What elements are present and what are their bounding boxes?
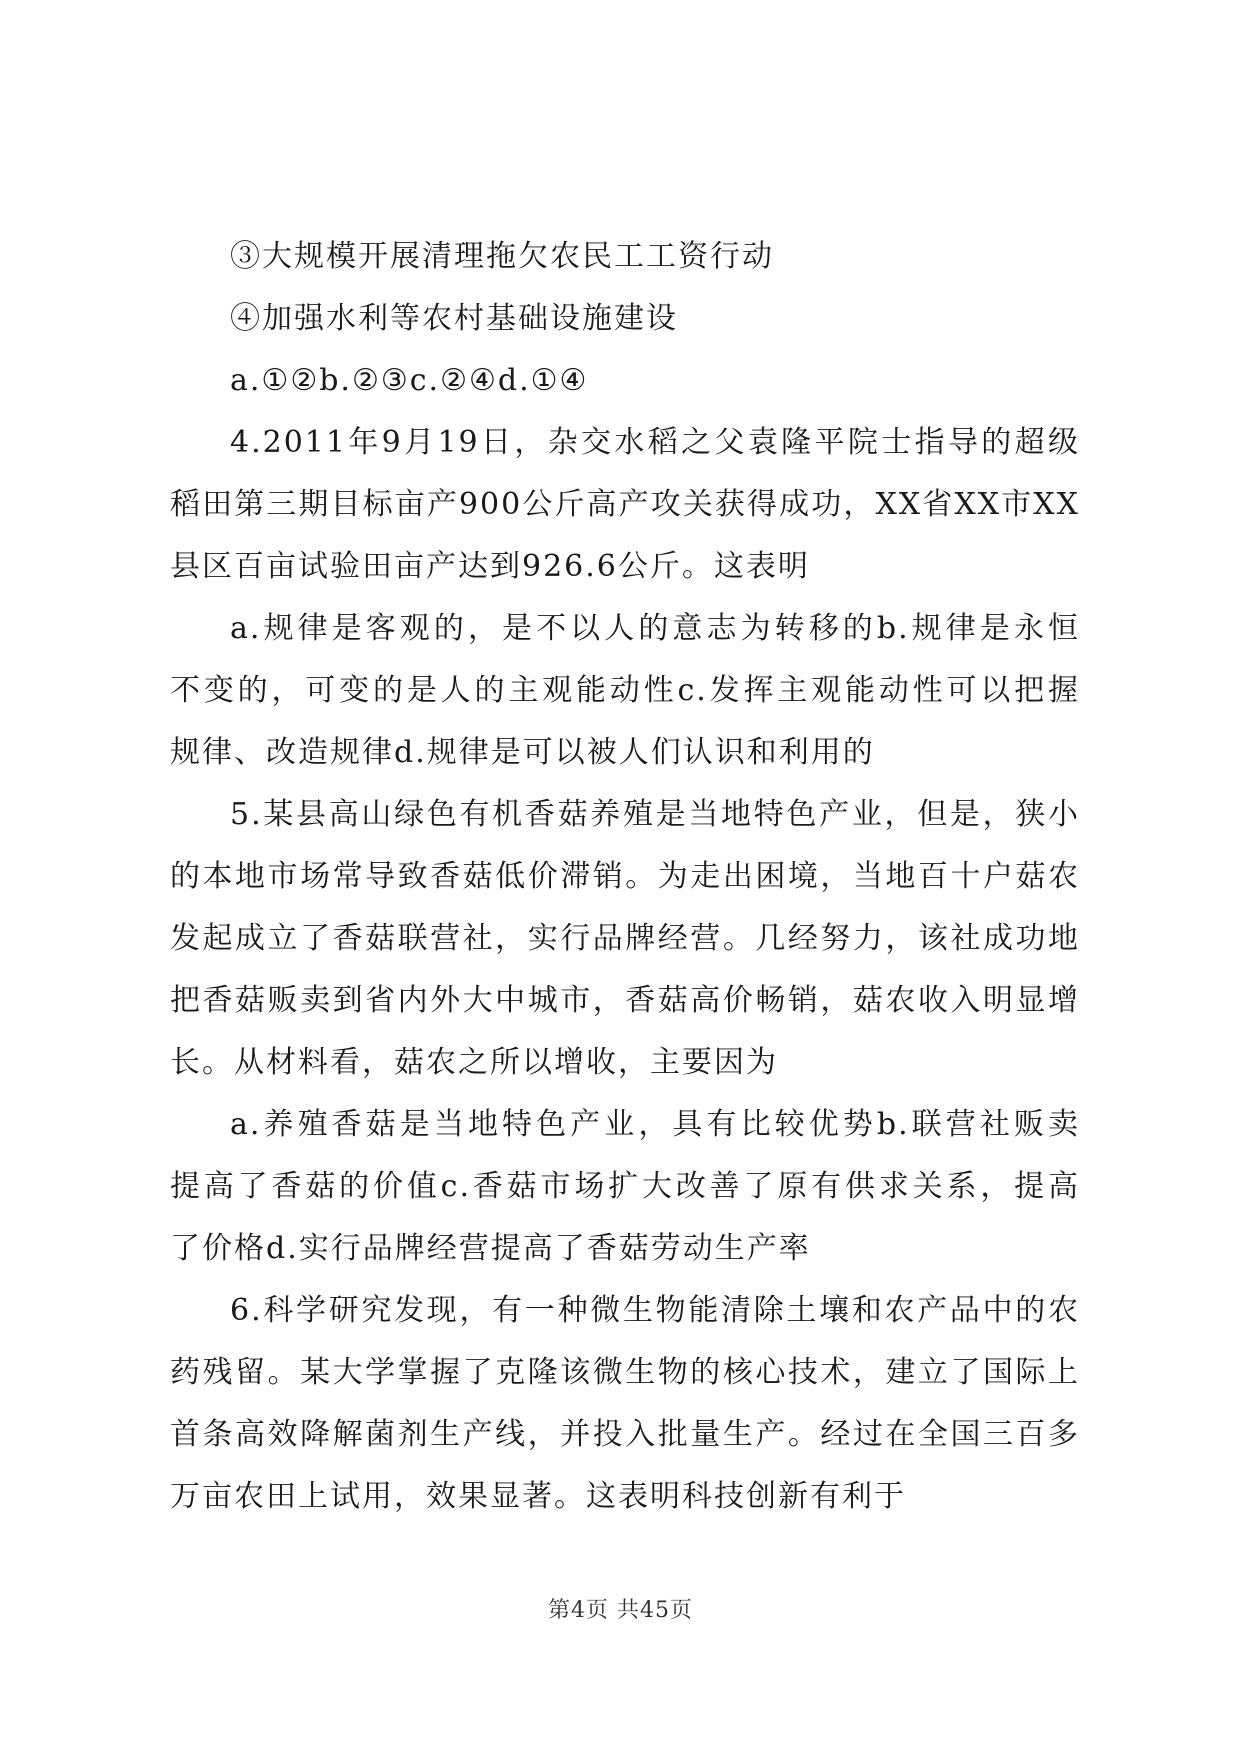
text-line: 药残留。某大学掌握了克隆该微生物的核心技术，建立了国际上 xyxy=(170,1355,1080,1390)
text-line: 6.科学研究发现，有一种微生物能清除土壤和农产品中的农 xyxy=(230,1293,1080,1328)
text-line: a.规律是客观的，是不以人的意志为转移的b.规律是永恒 xyxy=(230,611,1080,646)
text-line: 不变的，可变的是人的主观能动性c.发挥主观能动性可以把握 xyxy=(170,673,1080,708)
text-line: 万亩农田上试用，效果显著。这表明科技创新有利于 xyxy=(170,1479,906,1514)
text-line: 4.2011年9月19日，杂交水稻之父袁隆平院士指导的超级 xyxy=(230,425,1080,460)
text-line: 发起成立了香菇联营社，实行品牌经营。几经努力，该社成功地 xyxy=(170,921,1080,956)
document-body xyxy=(170,226,1080,1528)
text-line: 把香菇贩卖到省内外大中城市，香菇高价畅销，菇农收入明显增 xyxy=(170,983,1080,1018)
text-line: 5.某县高山绿色有机香菇养殖是当地特色产业，但是，狭小 xyxy=(230,797,1080,832)
text-line: 稻田第三期目标亩产900公斤高产攻关获得成功，XX省XX市XX xyxy=(170,487,1080,522)
text-line: 长。从材料看，菇农之所以增收，主要因为 xyxy=(170,1045,778,1080)
text-line: 规律、改造规律d.规律是可以被人们认识和利用的 xyxy=(170,735,875,770)
text-line: 了价格d.实行品牌经营提高了香菇劳动生产率 xyxy=(170,1231,811,1266)
text-line: 提高了香菇的价值c.香菇市场扩大改善了原有供求关系，提高 xyxy=(170,1169,1080,1204)
text-line: a.养殖香菇是当地特色产业，具有比较优势b.联营社贩卖 xyxy=(230,1107,1080,1142)
page-footer: 第4页 共45页 xyxy=(548,1598,693,1623)
text-line: ④加强水利等农村基础设施建设 xyxy=(230,301,678,336)
text-line: a.①②b.②③c.②④d.①④ xyxy=(230,363,589,398)
text-line: 首条高效降解菌剂生产线，并投入批量生产。经过在全国三百多 xyxy=(170,1417,1080,1452)
text-line: 县区百亩试验田亩产达到926.6公斤。这表明 xyxy=(170,549,810,584)
text-line: ③大规模开展清理拖欠农民工工资行动 xyxy=(230,239,774,274)
text-line: 的本地市场常导致香菇低价滞销。为走出困境，当地百十户菇农 xyxy=(170,859,1080,894)
